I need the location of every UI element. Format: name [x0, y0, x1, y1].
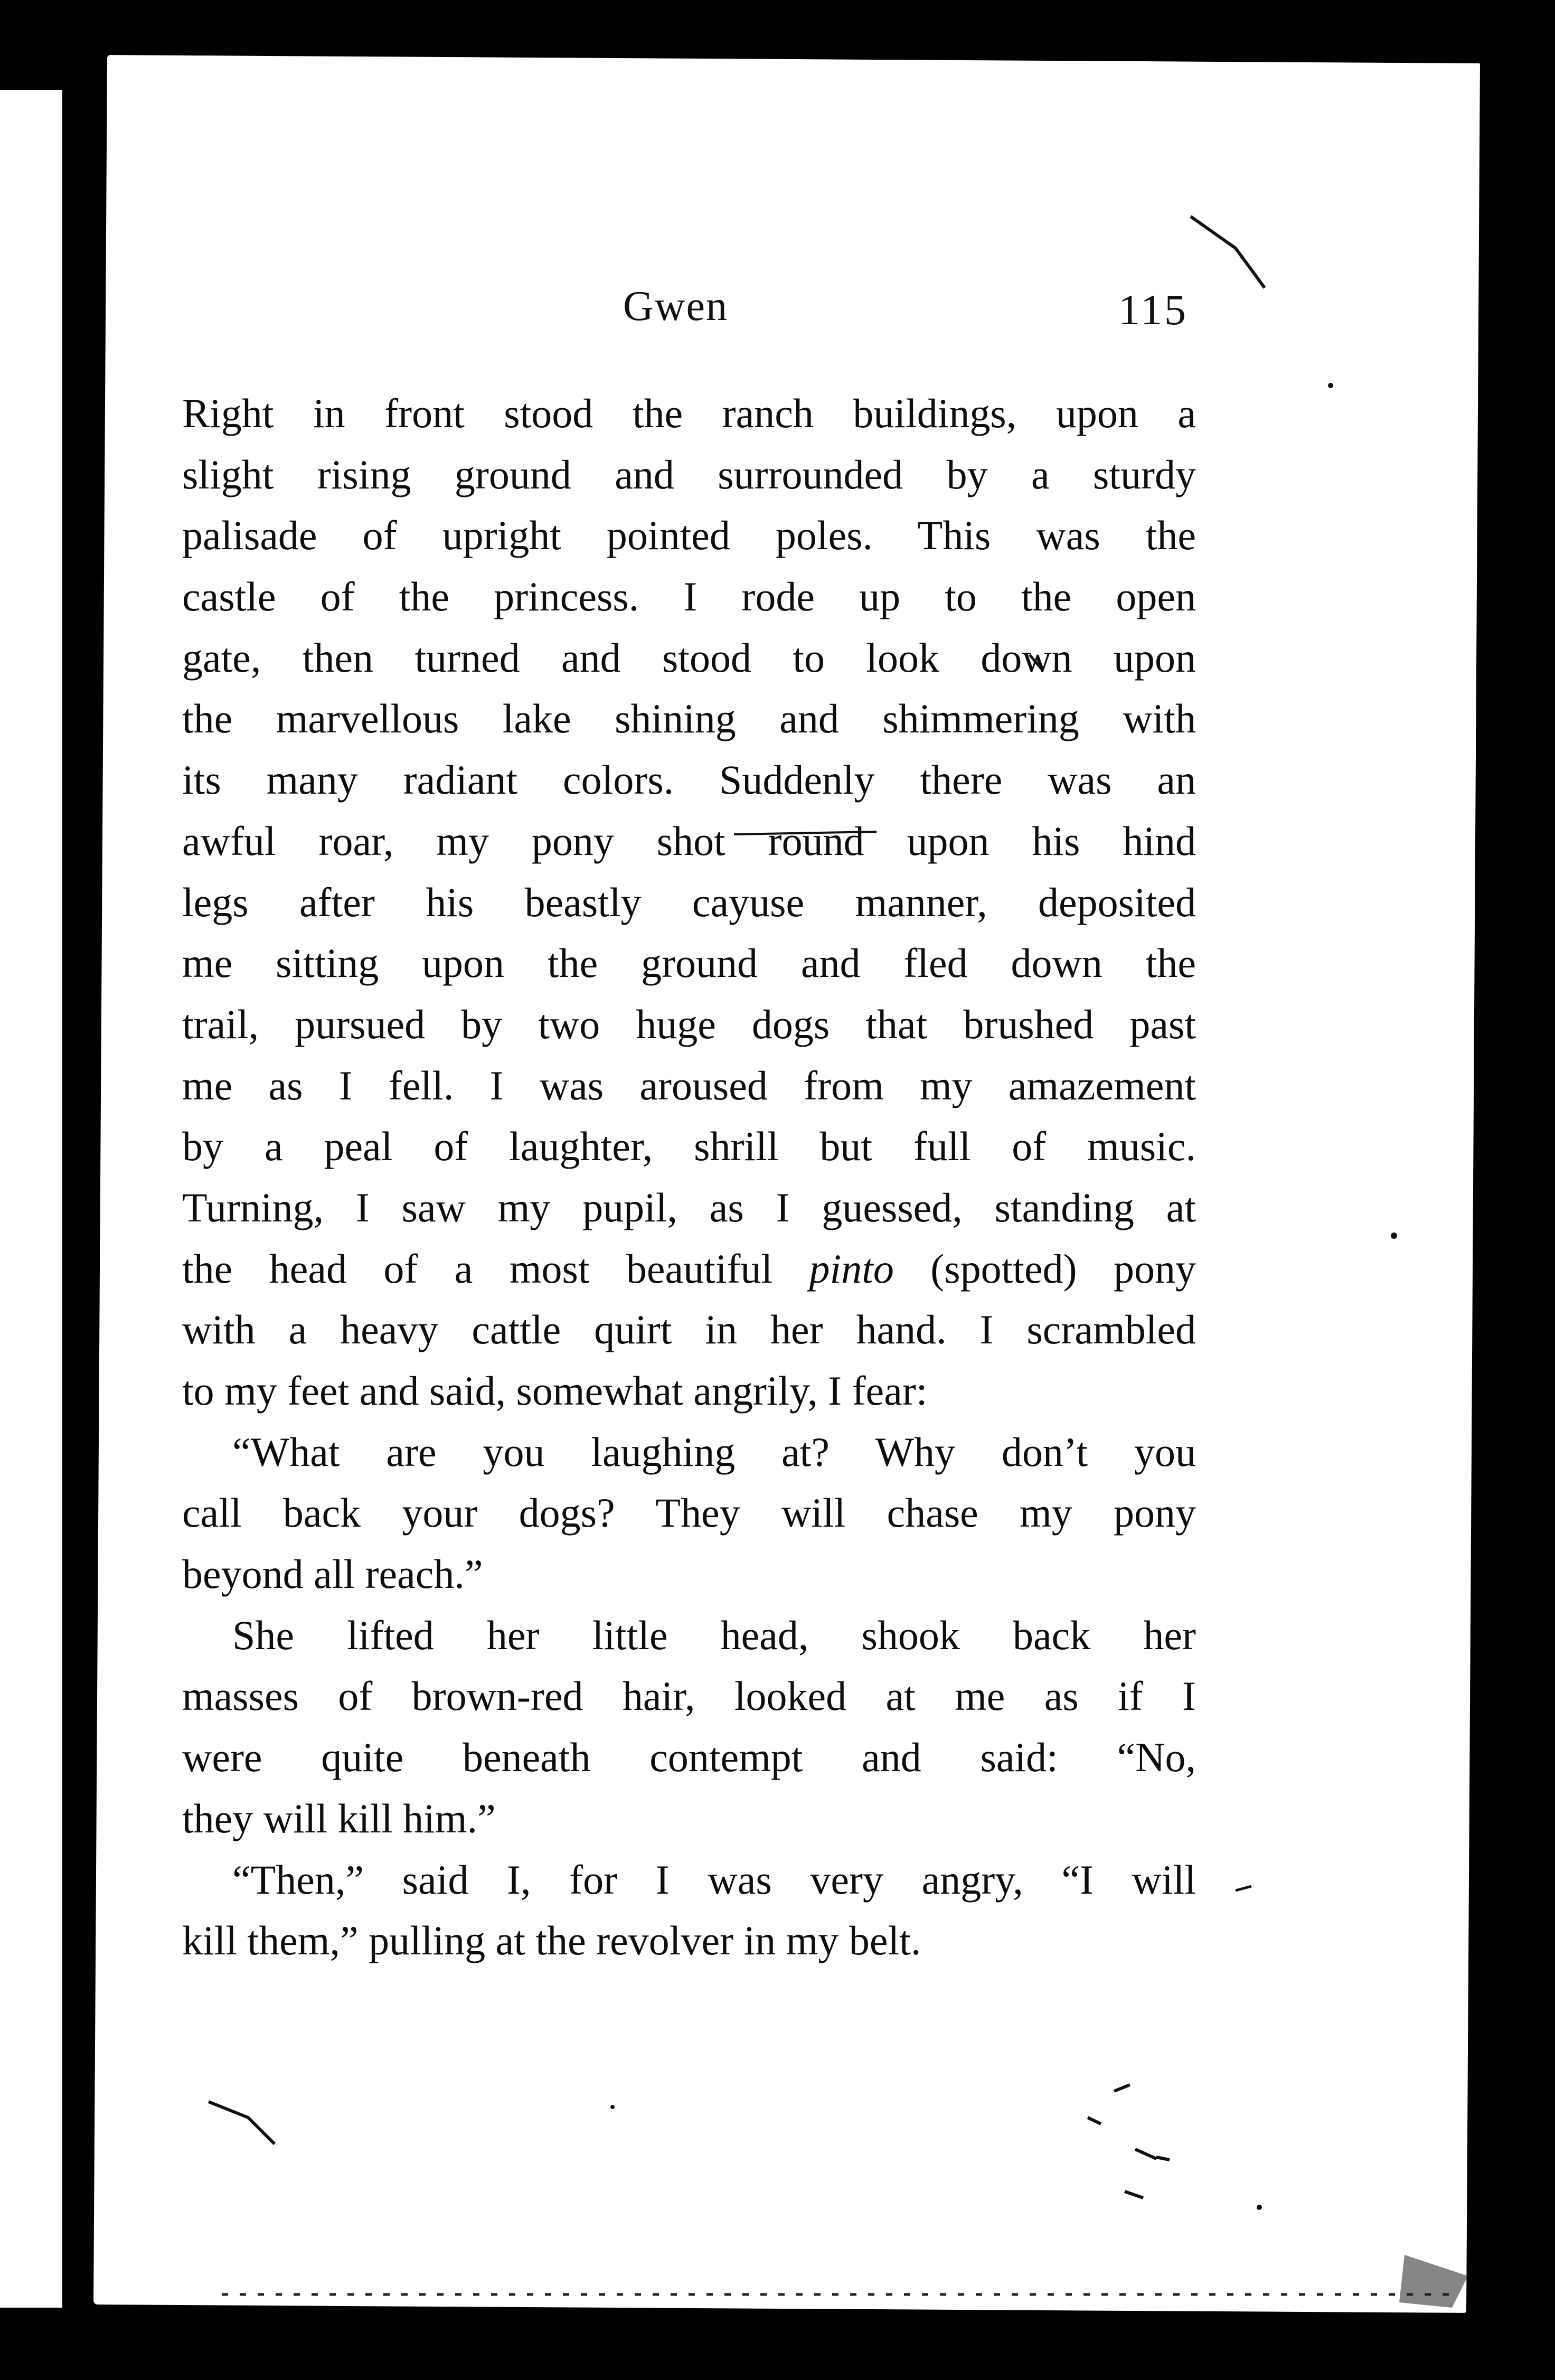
text-line: with a heavy cattle quirt in her hand. I scrambled — [182, 1306, 1196, 1353]
body-text — [182, 383, 1196, 1971]
text-line: were quite beneath contempt and said: “No, — [182, 1734, 1196, 1781]
paragraph — [182, 1605, 1196, 1849]
text-line: “What are you laughing at? Why don’t you — [232, 1428, 1196, 1475]
text-line: trail, pursued by two huge dogs that brushed past — [182, 1001, 1196, 1047]
text-line: “Then,” said I, for I was very angry, “I will — [232, 1856, 1196, 1903]
text-line: awful roar, my pony shot round upon his hind — [182, 817, 1196, 864]
text-line: She lifted her little head, shook back her — [232, 1612, 1196, 1658]
text-line: masses of brown-red hair, looked at me as if I — [182, 1673, 1196, 1719]
text-line: legs after his beastly cayuse manner, deposited — [182, 879, 1196, 925]
text-line: to my feet and said, somewhat angrily, I fear: — [182, 1368, 928, 1414]
text-line: beyond all reach.” — [182, 1551, 483, 1597]
paragraph — [182, 1849, 1196, 1971]
page-number: 115 — [1118, 286, 1188, 334]
text-line: call back your dogs? They will chase my pony — [182, 1490, 1196, 1536]
text-line: they will kill him.” — [182, 1795, 496, 1841]
text-line — [182, 1238, 1196, 1300]
binding-edge — [0, 90, 69, 2308]
text-line: me as I fell. I was aroused from my amazement — [182, 1062, 1196, 1108]
paragraph — [182, 1422, 1196, 1605]
text-line: slight rising ground and surrounded by a sturdy — [182, 451, 1196, 497]
italic-word: pinto — [809, 1245, 894, 1292]
text-line: me sitting upon the ground and fled down the — [182, 940, 1196, 986]
text-line: gate, then turned and stood to look down upon — [182, 634, 1196, 681]
running-title: Gwen — [623, 283, 729, 330]
text-line: kill them,” pulling at the revolver in my belt. — [182, 1917, 921, 1964]
line-part: (spotted) pony — [893, 1245, 1196, 1292]
paragraph — [182, 383, 1196, 1422]
text-line: the marvellous lake shining and shimmering with — [182, 695, 1196, 742]
text-line: castle of the princess. I rode up to the open — [182, 573, 1196, 620]
text-line: Turning, I saw my pupil, as I guessed, standing at — [182, 1184, 1196, 1230]
text-line: palisade of upright pointed poles. This was the — [182, 512, 1196, 559]
text-line: its many radiant colors. Suddenly there was an — [182, 757, 1196, 803]
text-line: by a peal of laughter, shrill but full of music. — [182, 1123, 1196, 1170]
line-part: the head of a most beautiful — [182, 1245, 809, 1292]
text-line: Right in front stood the ranch buildings, upon a — [182, 390, 1196, 436]
